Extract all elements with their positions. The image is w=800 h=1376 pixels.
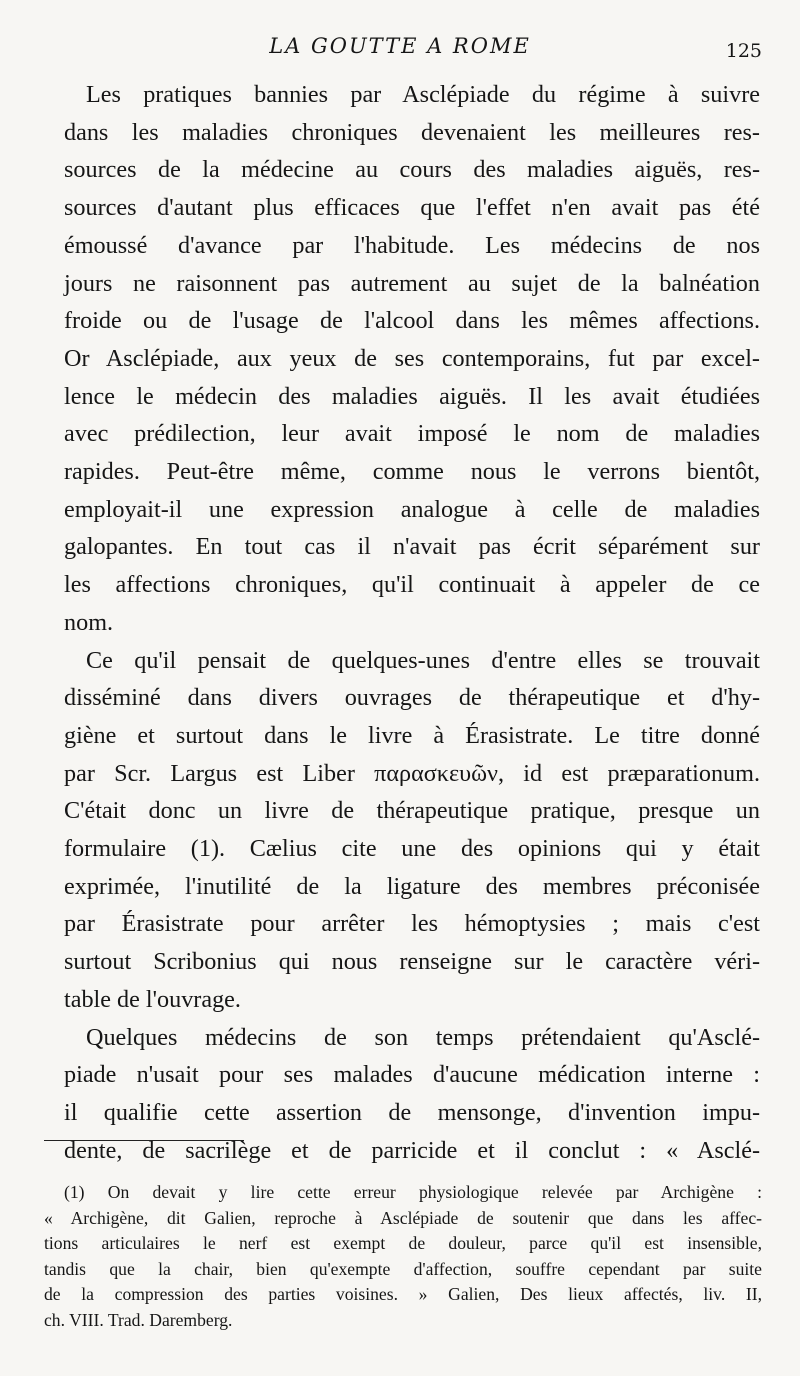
text-line: émoussé d'avance par l'habitude. Les médecins de nos: [64, 231, 760, 259]
text-line: par Érasistrate pour arrêter les hémoptysies ; mais c'est: [64, 910, 760, 938]
text-line: Ce qu'il pensait de quelques-unes d'entre elles se trouvait: [86, 646, 760, 674]
footnote-line: tions articulaires le nerf est exempt de douleur, parce qu'il est insensible,: [44, 1233, 762, 1253]
text-line: il qualifie cette assertion de mensonge, d'invention impu-: [64, 1098, 760, 1126]
footnote-line: de la compression des parties voisines. » Galien, Des lieux affectés, liv. II,: [44, 1284, 762, 1304]
text-line: galopantes. En tout cas il n'avait pas écrit séparément sur: [64, 533, 760, 561]
text-line: exprimée, l'inutilité de la ligature des membres préconisée: [64, 872, 760, 900]
footnote-line: (1) On devait y lire cette erreur physiologique relevée par Archigène :: [64, 1182, 762, 1202]
footnote: [44, 1180, 762, 1333]
text-line: disséminé dans divers ouvrages de thérapeutique et d'hy-: [64, 684, 760, 712]
text-line: employait-il une expression analogue à celle de maladies: [64, 495, 760, 523]
text-line: piade n'usait pour ses malades d'aucune médication interne :: [64, 1061, 760, 1089]
text-line: sources d'autant plus efficaces que l'effet n'en avait pas été: [64, 194, 760, 222]
paragraph-3: [64, 1019, 760, 1170]
text-line: froide ou de l'usage de l'alcool dans les mêmes affections.: [64, 307, 760, 335]
text-line: Quelques médecins de son temps prétendaient qu'Asclé-: [86, 1023, 760, 1051]
text-line: avec prédilection, leur avait imposé le nom de maladies: [64, 420, 760, 448]
running-head: [0, 34, 800, 64]
running-title: LA GOUTTE A ROME: [269, 34, 531, 58]
text-line: sources de la médecine au cours des maladies aiguës, res-: [64, 156, 760, 184]
text-line: jours ne raisonnent pas autrement au sujet de la balnéation: [64, 269, 760, 297]
text-line: les affections chroniques, qu'il continuait à appeler de ce: [64, 571, 760, 599]
text-line: formulaire (1). Cælius cite une des opinions qui y était: [64, 835, 760, 863]
paragraph-1: [64, 76, 760, 642]
text-line: dente, de sacrilège et de parricide et il conclut : « Asclé-: [64, 1136, 760, 1164]
text-line: dans les maladies chroniques devenaient les meilleures res-: [64, 118, 760, 146]
text-line: par Scr. Largus est Liber παρασκευῶν, id est præparationum.: [64, 759, 760, 787]
footnote-line: tandis que la chair, bien qu'exempte d'affection, souffre cependant par suite: [44, 1258, 762, 1279]
text-line: rapides. Peut-être même, comme nous le verrons bientôt,: [64, 458, 760, 486]
text-line: giène et surtout dans le livre à Érasistrate. Le titre donné: [64, 721, 760, 749]
text-line: table de l'ouvrage.: [64, 985, 241, 1013]
text-line: C'était donc un livre de thérapeutique pratique, presque un: [64, 797, 760, 825]
footnote-line: ch. VIII. Trad. Daremberg.: [44, 1309, 233, 1330]
footnote-separator: [44, 1140, 244, 1141]
text-line: Or Asclépiade, aux yeux de ses contemporains, fut par excel-: [64, 344, 760, 372]
footnote-line: « Archigène, dit Galien, reproche à Asclépiade de soutenir que dans les affec-: [44, 1207, 762, 1228]
page-number: 125: [725, 40, 762, 62]
text-line: lence le médecin des maladies aiguës. Il les avait étudiées: [64, 382, 760, 410]
body-text: [64, 76, 760, 1169]
text-line: nom.: [64, 608, 114, 636]
text-line: surtout Scribonius qui nous renseigne sur le caractère véri-: [64, 948, 760, 976]
paragraph-2: [64, 642, 760, 1019]
text-line: Les pratiques bannies par Asclépiade du régime à suivre: [86, 81, 760, 108]
